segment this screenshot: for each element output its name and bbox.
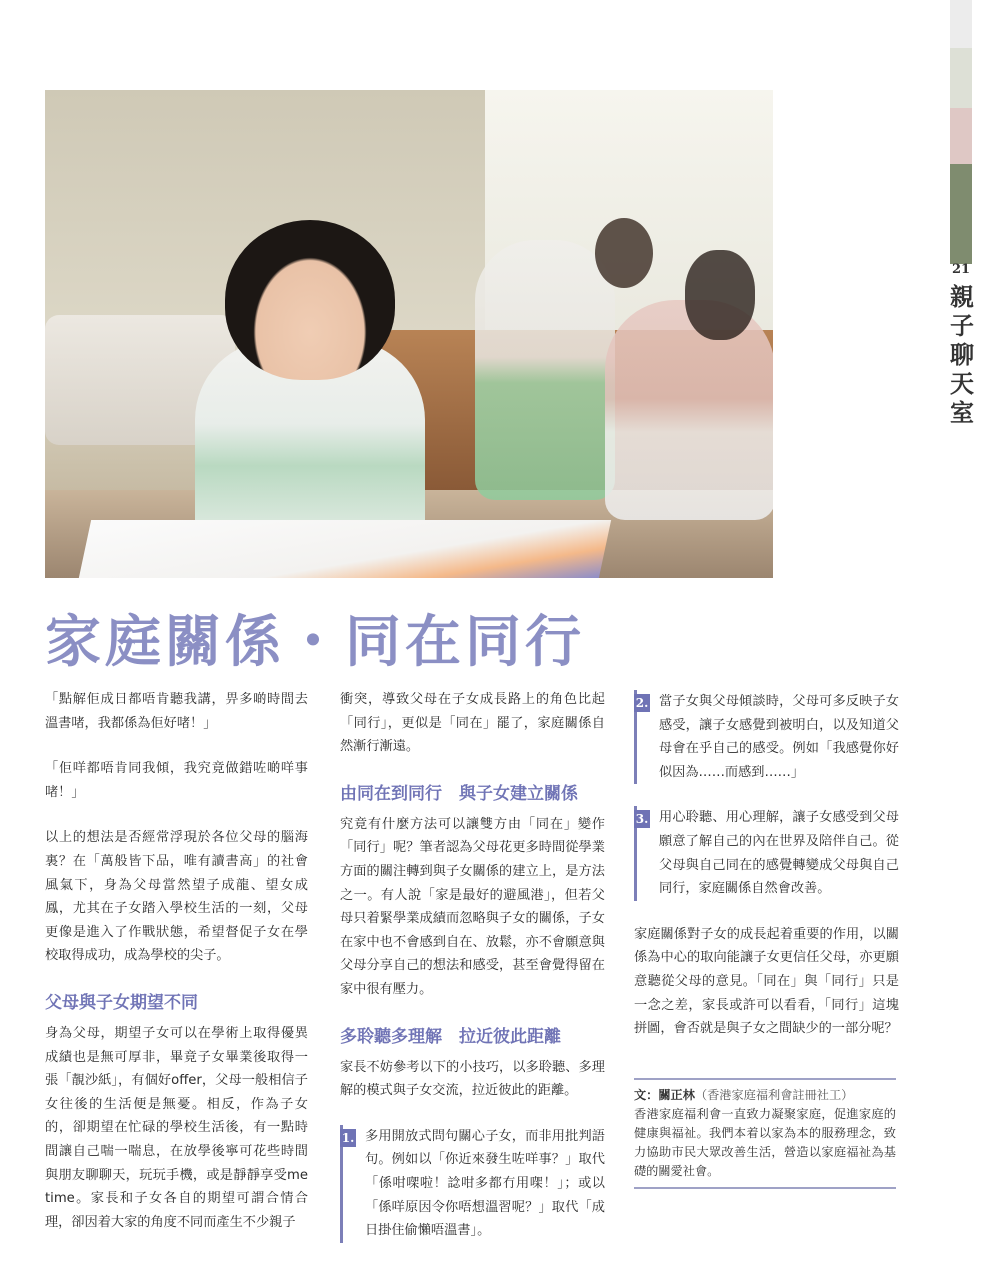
paragraph: 以上的想法是否經常浮現於各位父母的腦海裏？在「萬般皆下品，唯有讀書高」的社會風氣下，身為父母當然望子成龍、望女成鳳，尤其在子女踏入學校生活的一刻，父母更像是進入了作戰狀態，希望督促子女在學校取得成功，成為學校的尖子。 [45,830,308,964]
article-column-3 [634,690,899,1063]
paragraph: 家庭關係對子女的成長起着重要的作用，以關係為中心的取向能讓子女更信任父母，亦更願意聽從父母的意見。「同在」與「同行」只是一念之差，家長或許可以看看，「同行」這塊拼圖，會否就是與子女之間缺少的一部分呢？ [634,926,899,1037]
author-byline [634,1078,896,1189]
author-name: 關正林 [658,1088,695,1102]
photo-father-head [595,218,653,288]
quote-1: 「點解佢成日都唔肯聽我講，畀多啲時間去溫書啫，我都係為佢好啫！」 [45,692,308,731]
tab-segment-green [950,164,972,264]
tip-number: 2. [635,696,649,710]
quote-2: 「佢咩都唔肯同我傾，我究竟做錯咗啲咩事啫！」 [45,761,308,800]
tip-number: 1. [341,1130,355,1145]
author-role: （香港家庭福利會註冊社工） [694,1088,854,1102]
paragraph: 身為父母，期望子女可以在學術上取得優異成績也是無可厚非，畢竟子女畢業後取得一張「靚沙紙」，有個好offer，父母一般相信子女往後的生活便是無憂。相反，作為子女的，卻期望在忙碌的學校生活後，有一點時間讓自己喘一喘息，在放學後寧可花些時間與朋友聊聊天，玩玩手機，或是靜靜享受me time。家長和子女各自的期望可謂合情合理，卻因着大家的角度不同而產生不少親子 [45,1025,308,1230]
photo-mother-head [685,250,755,340]
tip-2 [634,690,899,784]
tip-text: 當子女與父母傾談時，父母可多反映子女感受，讓子女感覺到被明白，以及知道父母會在乎自己的感受。例如「我感覺你好似因為……而感到……」 [659,694,899,780]
column-name: 親子聊天室 [950,282,974,427]
byline-header [634,1086,896,1105]
tip-3 [634,806,899,900]
tip-text: 用心聆聽、用心理解，讓子女感受到父母願意了解自己的內在世界及陪伴自己。從父母與自己同在的感覺轉變成父母與自己同行，家庭關係自然會改善。 [659,810,899,897]
headline: 家庭關係・同在同行 [45,609,585,675]
photo-father [475,240,615,500]
photo-mother [605,300,773,520]
tab-segment-grey [950,0,972,48]
tab-segment-sage [950,48,972,108]
tip-1 [340,1125,605,1243]
subheading: 父母與子女期望不同 [45,992,198,1013]
subheading: 由同在到同行 與子女建立關係 [340,783,578,804]
article-column-2 [340,688,605,1265]
photo-boy-head [225,220,395,380]
paragraph: 究竟有什麼方法可以讓雙方由「同在」變作「同行」呢？筆者認為父母花更多時間從學業方面的關注轉到與子女關係的建立上，是方法之一。有人說「家是最好的避風港」，但若父母只着緊學業成績而忽略與子女的關係，子女在家中也不會感到自在、放鬆，亦不會願意與父母分享自己的想法和感受，甚至會覺得留在家中很有壓力。 [340,816,605,997]
side-tab [950,0,1000,1275]
hero-photo [45,90,773,578]
byline-prefix: 文： [634,1088,659,1102]
article-column-1 [45,688,308,1256]
page-number: 21 [951,262,971,277]
subheading: 多聆聽多理解 拉近彼此距離 [340,1026,561,1047]
paragraph: 家長不妨參考以下的小技巧，以多聆聽、多理解的模式與子女交流，拉近彼此的距離。 [340,1059,605,1099]
photo-drawing-paper [79,520,611,578]
tip-number: 3. [635,812,649,827]
tip-text: 多用開放式問句關心子女，而非用批判語句。例如以「你近來發生咗咩事？」取代「係咁㗎啦！諗咁多都冇用㗎！」；或以「係咩原因令你唔想溫習呢？」取代「成日掛住偷懶唔溫書」。 [365,1128,605,1239]
tab-segment-pink [950,108,972,164]
organization-description: 香港家庭福利會一直致力凝聚家庭，促進家庭的健康與福祉。我們本着以家為本的服務理念，致力協助市民大眾改善生活，營造以家庭福祉為基礎的關愛社會。 [634,1107,896,1178]
paragraph: 衝突，導致父母在子女成長路上的角色比起「同行」，更似是「同在」罷了，家庭關係自然漸行漸遠。 [340,692,605,755]
